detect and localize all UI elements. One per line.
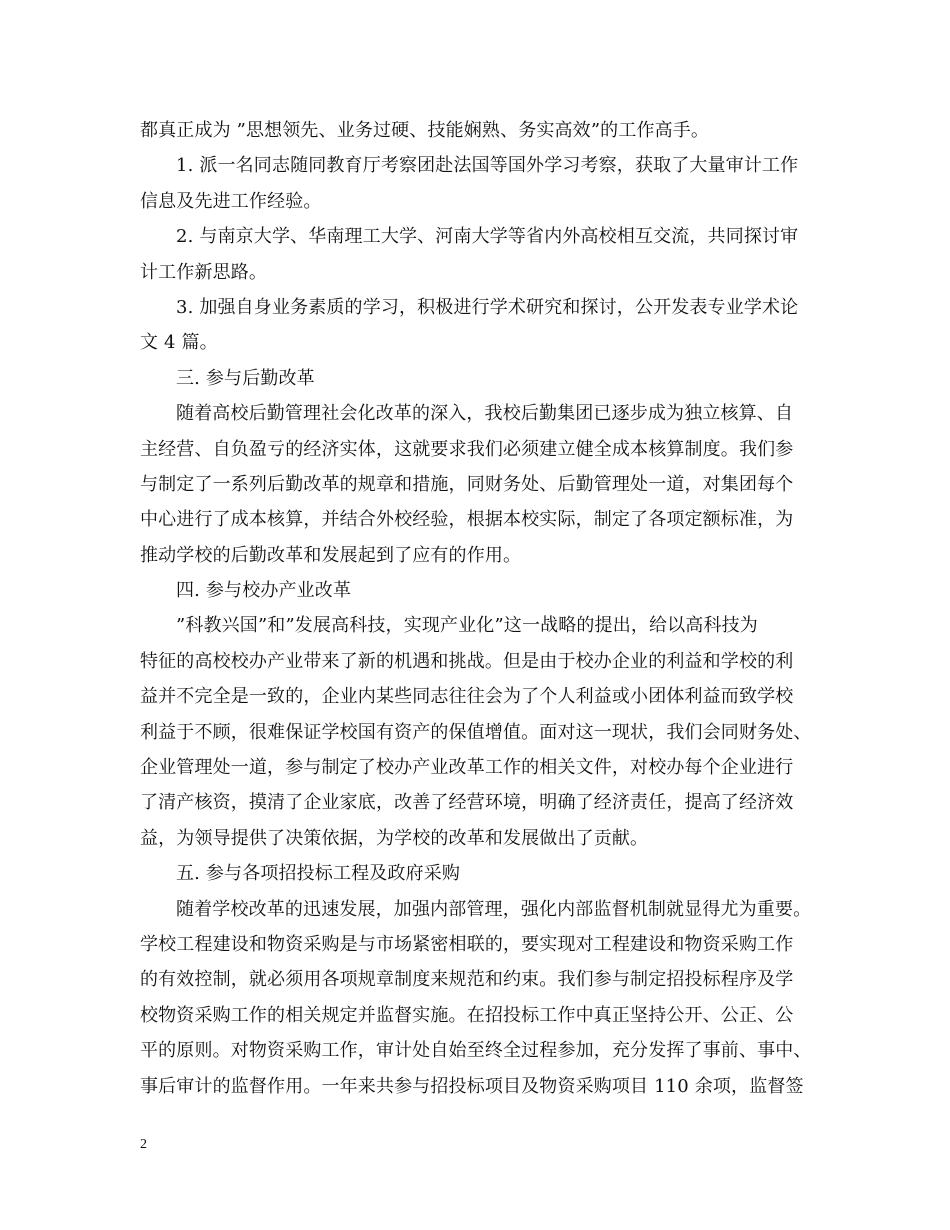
text-line: 事后审计的监督作用。一年来共参与招投标项目及物资采购项目 110 余项，监督签 <box>140 1075 804 1097</box>
text-line: 与制定了一系列后勤改革的规章和措施，同财务处、后勤管理处一道，对集团每个 <box>140 473 794 495</box>
text-line: 了清产核资，摸清了企业家底，改善了经营环境，明确了经济责任，提高了经济效 <box>140 792 794 814</box>
text-line: ”科教兴国”和”发展高科技，实现产业化”这一战略的提出，给以高科技为 <box>176 615 758 637</box>
text-line: 都真正成为 ”思想领先、业务过硬、技能娴熟、务实高效”的工作高手。 <box>140 120 710 141</box>
text-line: 随着学校改革的迅速发展，加强内部管理，强化内部监督机制就显得尤为重要。 <box>176 898 812 920</box>
text-line: 3. 加强自身业务素质的学习，积极进行学术研究和探讨，公开发表专业学术论 <box>176 296 799 318</box>
text-line: 中心进行了成本核算，并结合外校经验，根据本校实际，制定了各项定额标准，为 <box>140 509 794 531</box>
text-line: 益并不完全是一致的，企业内某些同志往往会为了个人利益或小团体利益而致学校 <box>140 686 794 708</box>
text-line: 推动学校的后勤改革和发展起到了应有的作用。 <box>140 544 522 566</box>
text-line: 企业管理处一道，参与制定了校办产业改革工作的相关文件，对校办每个企业进行 <box>140 757 794 779</box>
text-line: 的有效控制，就必须用各项规章制度来规范和约束。我们参与制定招投标程序及学 <box>140 969 794 991</box>
text-line: 随着高校后勤管理社会化改革的深入，我校后勤集团已逐步成为独立核算、自 <box>176 403 794 425</box>
section-heading: 四. 参与校办产业改革 <box>176 580 352 602</box>
text-line: 特征的高校校办产业带来了新的机遇和挑战。但是由于校办企业的利益和学校的利 <box>140 650 794 672</box>
text-line: 1. 派一名同志随同教育厅考察团赴法国等国外学习考察，获取了大量审计工作 <box>176 155 799 177</box>
text-line: 2. 与南京大学、华南理工大学、河南大学等省内外高校相互交流，共同探讨审 <box>176 226 799 248</box>
text-line: 校物资采购工作的相关规定并监督实施。在招投标工作中真正坚持公开、公正、公 <box>140 1004 794 1026</box>
section-heading: 三. 参与后勤改革 <box>176 367 315 389</box>
text-line: 计工作新思路。 <box>140 261 268 283</box>
text-line: 平的原则。对物资采购工作，审计处自始至终全过程参加，充分发挥了事前、事中、 <box>140 1040 812 1062</box>
text-line: 利益于不顾，很难保证学校国有资产的保值增值。面对这一现状，我们会同财务处、 <box>140 721 812 743</box>
text-line: 益，为领导提供了决策依据，为学校的改革和发展做出了贡献。 <box>140 827 649 849</box>
text-line: 文 4 篇。 <box>140 332 218 354</box>
section-heading: 五. 参与各项招投标工程及政府采购 <box>176 863 460 885</box>
body-text <box>140 113 820 1104</box>
page-number: 2 <box>140 1137 147 1152</box>
text-line: 主经营、自负盈亏的经济实体，这就要求我们必须建立健全成本核算制度。我们参 <box>140 438 794 460</box>
text-line: 学校工程建设和物资采购是与市场紧密相联的，要实现对工程建设和物资采购工作 <box>140 933 794 955</box>
text-line: 信息及先进工作经验。 <box>140 190 322 212</box>
